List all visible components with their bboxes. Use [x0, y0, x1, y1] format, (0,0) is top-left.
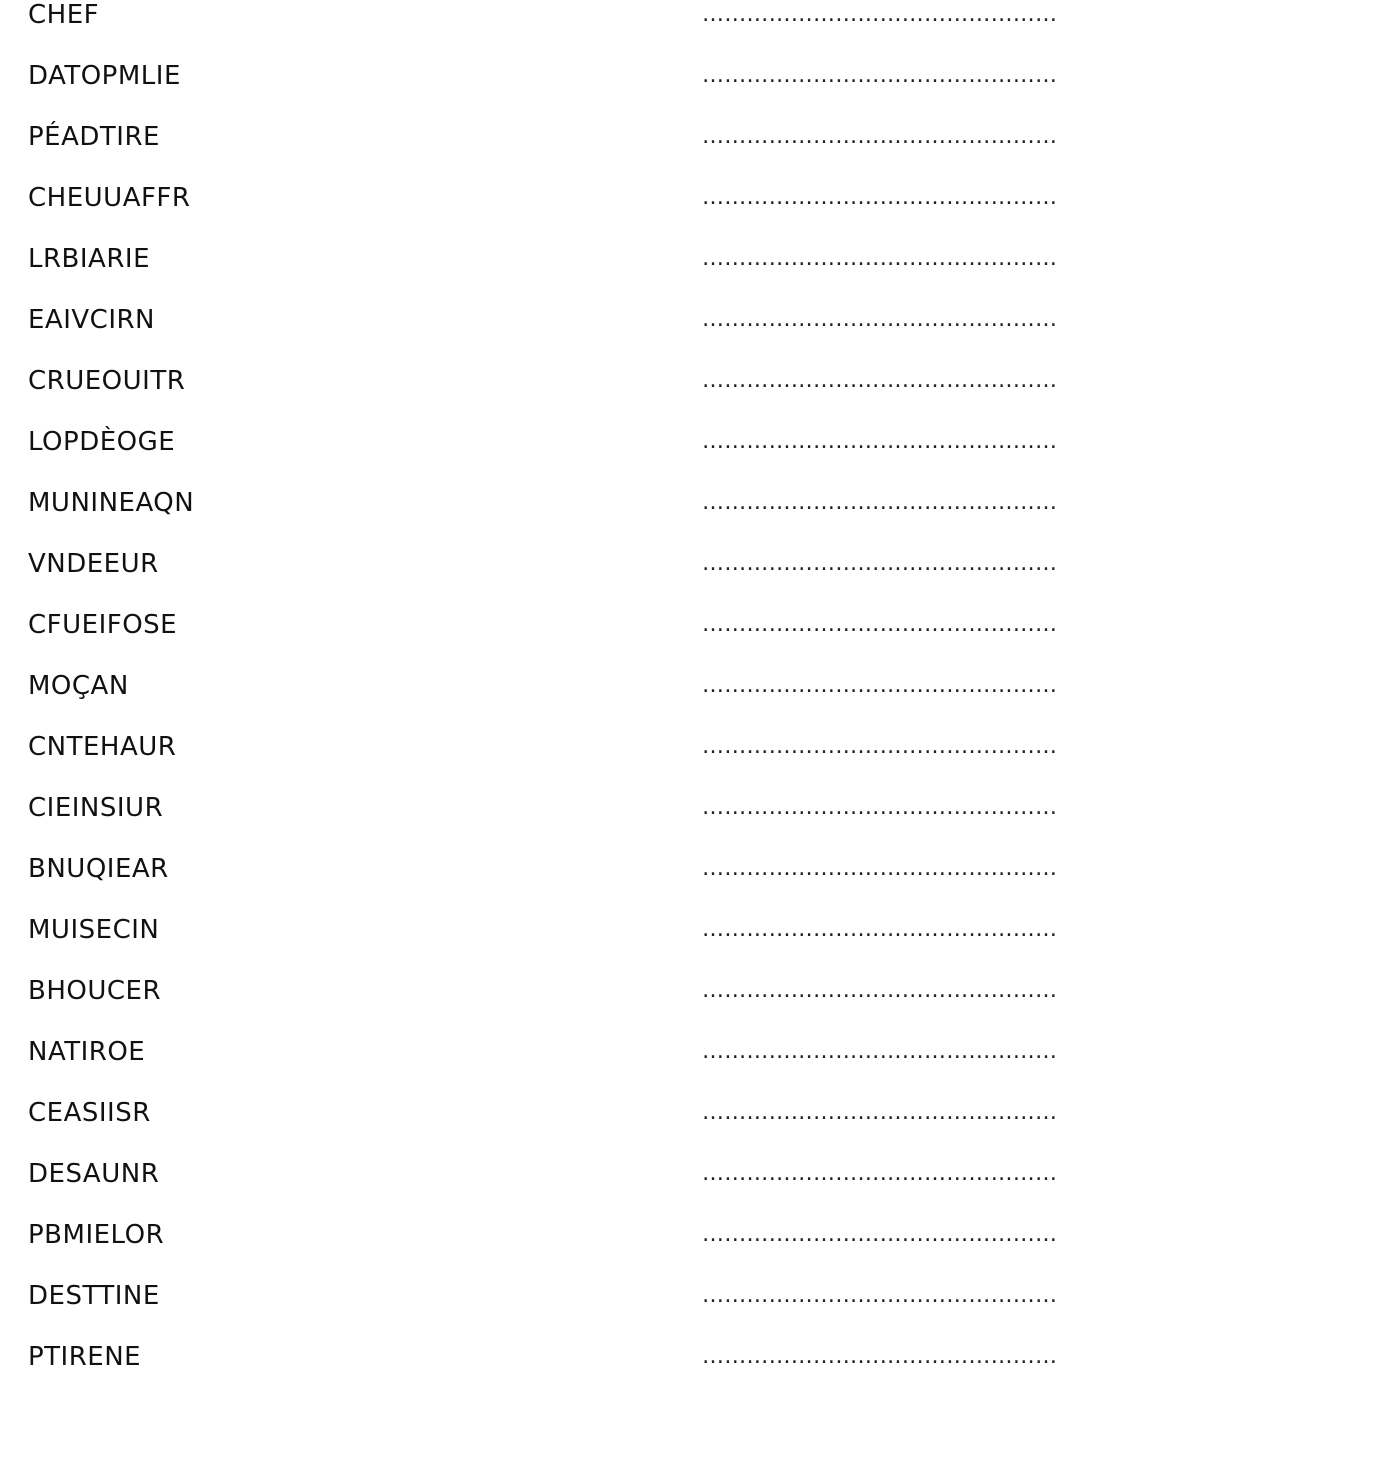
answer-blank[interactable]: …………………………………………: [702, 795, 1058, 820]
word-row: [0, 732, 1400, 793]
answer-blank[interactable]: …………………………………………: [702, 1344, 1058, 1369]
scrambled-word: EAIVCIRN: [28, 305, 156, 335]
scrambled-word: PTIRENE: [28, 1342, 142, 1372]
scrambled-word: DESTTINE: [28, 1281, 160, 1311]
answer-blank[interactable]: …………………………………………: [702, 307, 1058, 332]
answer-blank[interactable]: …………………………………………: [702, 856, 1058, 881]
word-row: [0, 488, 1400, 549]
answer-blank[interactable]: …………………………………………: [702, 1283, 1058, 1308]
word-row: [0, 793, 1400, 854]
answer-blank[interactable]: …………………………………………: [702, 551, 1058, 576]
scrambled-word: MUISECIN: [28, 915, 160, 945]
answer-blank[interactable]: …………………………………………: [702, 2, 1058, 27]
word-row: [0, 0, 1400, 61]
answer-blank[interactable]: …………………………………………: [702, 429, 1058, 454]
word-row: [0, 61, 1400, 122]
answer-blank[interactable]: …………………………………………: [702, 124, 1058, 149]
scrambled-word: CEASIISR: [28, 1098, 151, 1128]
word-row: [0, 549, 1400, 610]
answer-blank[interactable]: …………………………………………: [702, 1039, 1058, 1064]
word-row: [0, 183, 1400, 244]
word-row: [0, 854, 1400, 915]
word-row: [0, 427, 1400, 488]
answer-blank[interactable]: …………………………………………: [702, 246, 1058, 271]
scrambled-word: CIEINSIUR: [28, 793, 164, 823]
scrambled-word: LRBIARIE: [28, 244, 151, 274]
scrambled-word: BHOUCER: [28, 976, 162, 1006]
scrambled-word: LOPDÈOGE: [28, 427, 176, 457]
scrambled-word: CHEF: [28, 0, 100, 30]
scrambled-word: CNTEHAUR: [28, 732, 177, 762]
answer-blank[interactable]: …………………………………………: [702, 978, 1058, 1003]
word-row: [0, 1342, 1400, 1403]
answer-blank[interactable]: …………………………………………: [702, 490, 1058, 515]
word-row: [0, 610, 1400, 671]
answer-blank[interactable]: …………………………………………: [702, 368, 1058, 393]
scrambled-word: CHEUUAFFR: [28, 183, 191, 213]
word-row: [0, 1220, 1400, 1281]
scrambled-word: PBMIELOR: [28, 1220, 165, 1250]
answer-blank[interactable]: …………………………………………: [702, 1161, 1058, 1186]
word-row: [0, 1037, 1400, 1098]
answer-blank[interactable]: …………………………………………: [702, 185, 1058, 210]
word-row: [0, 122, 1400, 183]
scrambled-word: BNUQIEAR: [28, 854, 169, 884]
answer-blank[interactable]: …………………………………………: [702, 612, 1058, 637]
scrambled-word: CRUEOUITR: [28, 366, 186, 396]
word-row: [0, 976, 1400, 1037]
word-row: [0, 915, 1400, 976]
scrambled-word: MOÇAN: [28, 671, 129, 701]
answer-blank[interactable]: …………………………………………: [702, 673, 1058, 698]
answer-blank[interactable]: …………………………………………: [702, 63, 1058, 88]
answer-blank[interactable]: …………………………………………: [702, 734, 1058, 759]
scrambled-word: DATOPMLIE: [28, 61, 181, 91]
scrambled-word: CFUEIFOSE: [28, 610, 178, 640]
word-row: [0, 366, 1400, 427]
word-row: [0, 305, 1400, 366]
word-row: [0, 1098, 1400, 1159]
scrambled-word: PÉADTIRE: [28, 122, 160, 152]
answer-blank[interactable]: …………………………………………: [702, 1100, 1058, 1125]
scrambled-word: DESAUNR: [28, 1159, 160, 1189]
scrambled-word: VNDEEUR: [28, 549, 159, 579]
word-row: [0, 1159, 1400, 1220]
word-row: [0, 244, 1400, 305]
scrambled-word: NATIROE: [28, 1037, 146, 1067]
word-row: [0, 671, 1400, 732]
word-row: [0, 1281, 1400, 1342]
answer-blank[interactable]: …………………………………………: [702, 1222, 1058, 1247]
answer-blank[interactable]: …………………………………………: [702, 917, 1058, 942]
scrambled-word: MUNINEAQN: [28, 488, 195, 518]
